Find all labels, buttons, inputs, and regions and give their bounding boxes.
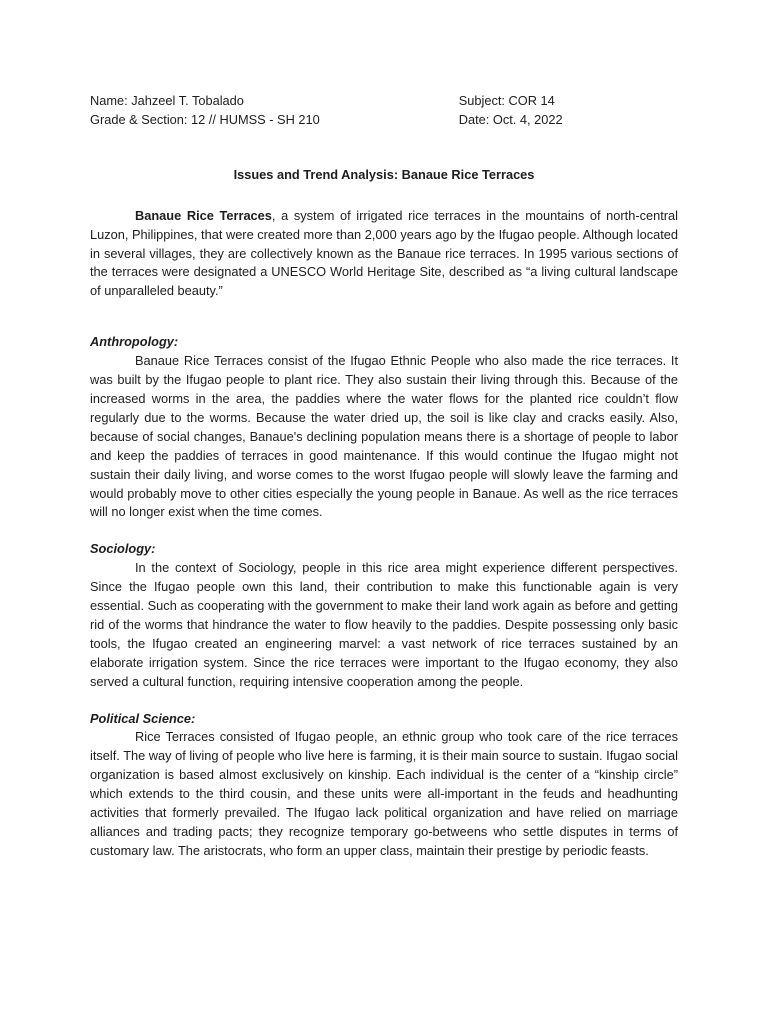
intro-paragraph — [90, 207, 678, 302]
section-heading: Political Science: — [90, 710, 196, 726]
section-body: Banaue Rice Terraces consist of the Ifugao Ethnic People who also made the rice terraces. It was built by the Ifugao people to plant rice. They also sustain their living through this. Because of the increased worms in the area, the paddies where the water flows for the planted rice couldn’t flow regularly due to the worms. Because the water dried up, the soil is like clay and cracks easily. Also, because of social changes, Banaue's declining population means there is a shortage of people to labor and keep the paddies of terraces in good maintenance. If this would continue the Ifugao might not sustain their daily living, and worse comes to the worst Ifugao people will slowly leave the farming and would probably move to other cities especially the young people in Banaue. As well as the rice terraces will no longer exist when the time comes. — [90, 353, 678, 520]
intro-text: , a system of irrigated rice terraces in the mountains of north-central Luzon, Philippines, that were created more than 2,000 years ago by the Ifugao people. Although located in several villages, they are collectively known as the Banaue rice terraces. In 1995 various sections of the terraces were designated a UNESCO World Heritage Site, described as “a living cultural landscape of unparalleled beauty.” — [90, 207, 678, 299]
document-title: Issues and Trend Analysis: Banaue Rice Terraces — [233, 166, 535, 182]
section-anthropology — [90, 333, 678, 522]
section-political-science — [90, 710, 678, 861]
section-body: Rice Terraces consisted of Ifugao people, an ethnic group who took care of the rice terraces itself. The way of living of people who live here is farming, it is their main source to sustain. Ifugao social organization is based almost exclusively on kinship. Each individual is the center of a “kinship circle” which extends to the third cousin, and these units were all-important in the feuds and headhunting activities that formerly prevailed. The Ifugao lack political organization and have relied on marriage alliances and trading pacts; they recognize temporary go-betweens who settle disputes in terms of customary law. The aristocrats, who form an upper class, maintain their prestige by periodic feasts. — [90, 729, 678, 858]
section-heading: Anthropology: — [90, 334, 179, 350]
student-info — [90, 92, 459, 130]
subject: Subject: COR 14 — [458, 93, 555, 108]
document-header — [90, 92, 678, 130]
section-sociology — [90, 540, 678, 691]
student-name: Name: Jahzeel T. Tobalado — [90, 93, 244, 108]
subject-info — [459, 92, 678, 130]
section-body: In the context of Sociology, people in this rice area might experience different perspectives. Since the Ifugao people own this land, their contribution to make this functionable again is very essential. Such as cooperating with the government to make their land work again as before and getting rid of the worms that hindrance the water to flow heavily to the paddies. Despite possessing only basic tools, the Ifugao created an engineering marvel: a vast network of rice terraces sustained by an elaborate irrigation system. Since the rice terraces were important to the Ifugao economy, they also served a cultural function, requiring intensive cooperation among the people. — [90, 560, 678, 689]
grade-section: Grade & Section: 12 // HUMSS - SH 210 — [90, 111, 320, 127]
section-heading: Sociology: — [90, 541, 156, 557]
date: Date: Oct. 4, 2022 — [458, 111, 563, 127]
intro-bold-lead: Banaue Rice Terraces — [135, 207, 272, 223]
